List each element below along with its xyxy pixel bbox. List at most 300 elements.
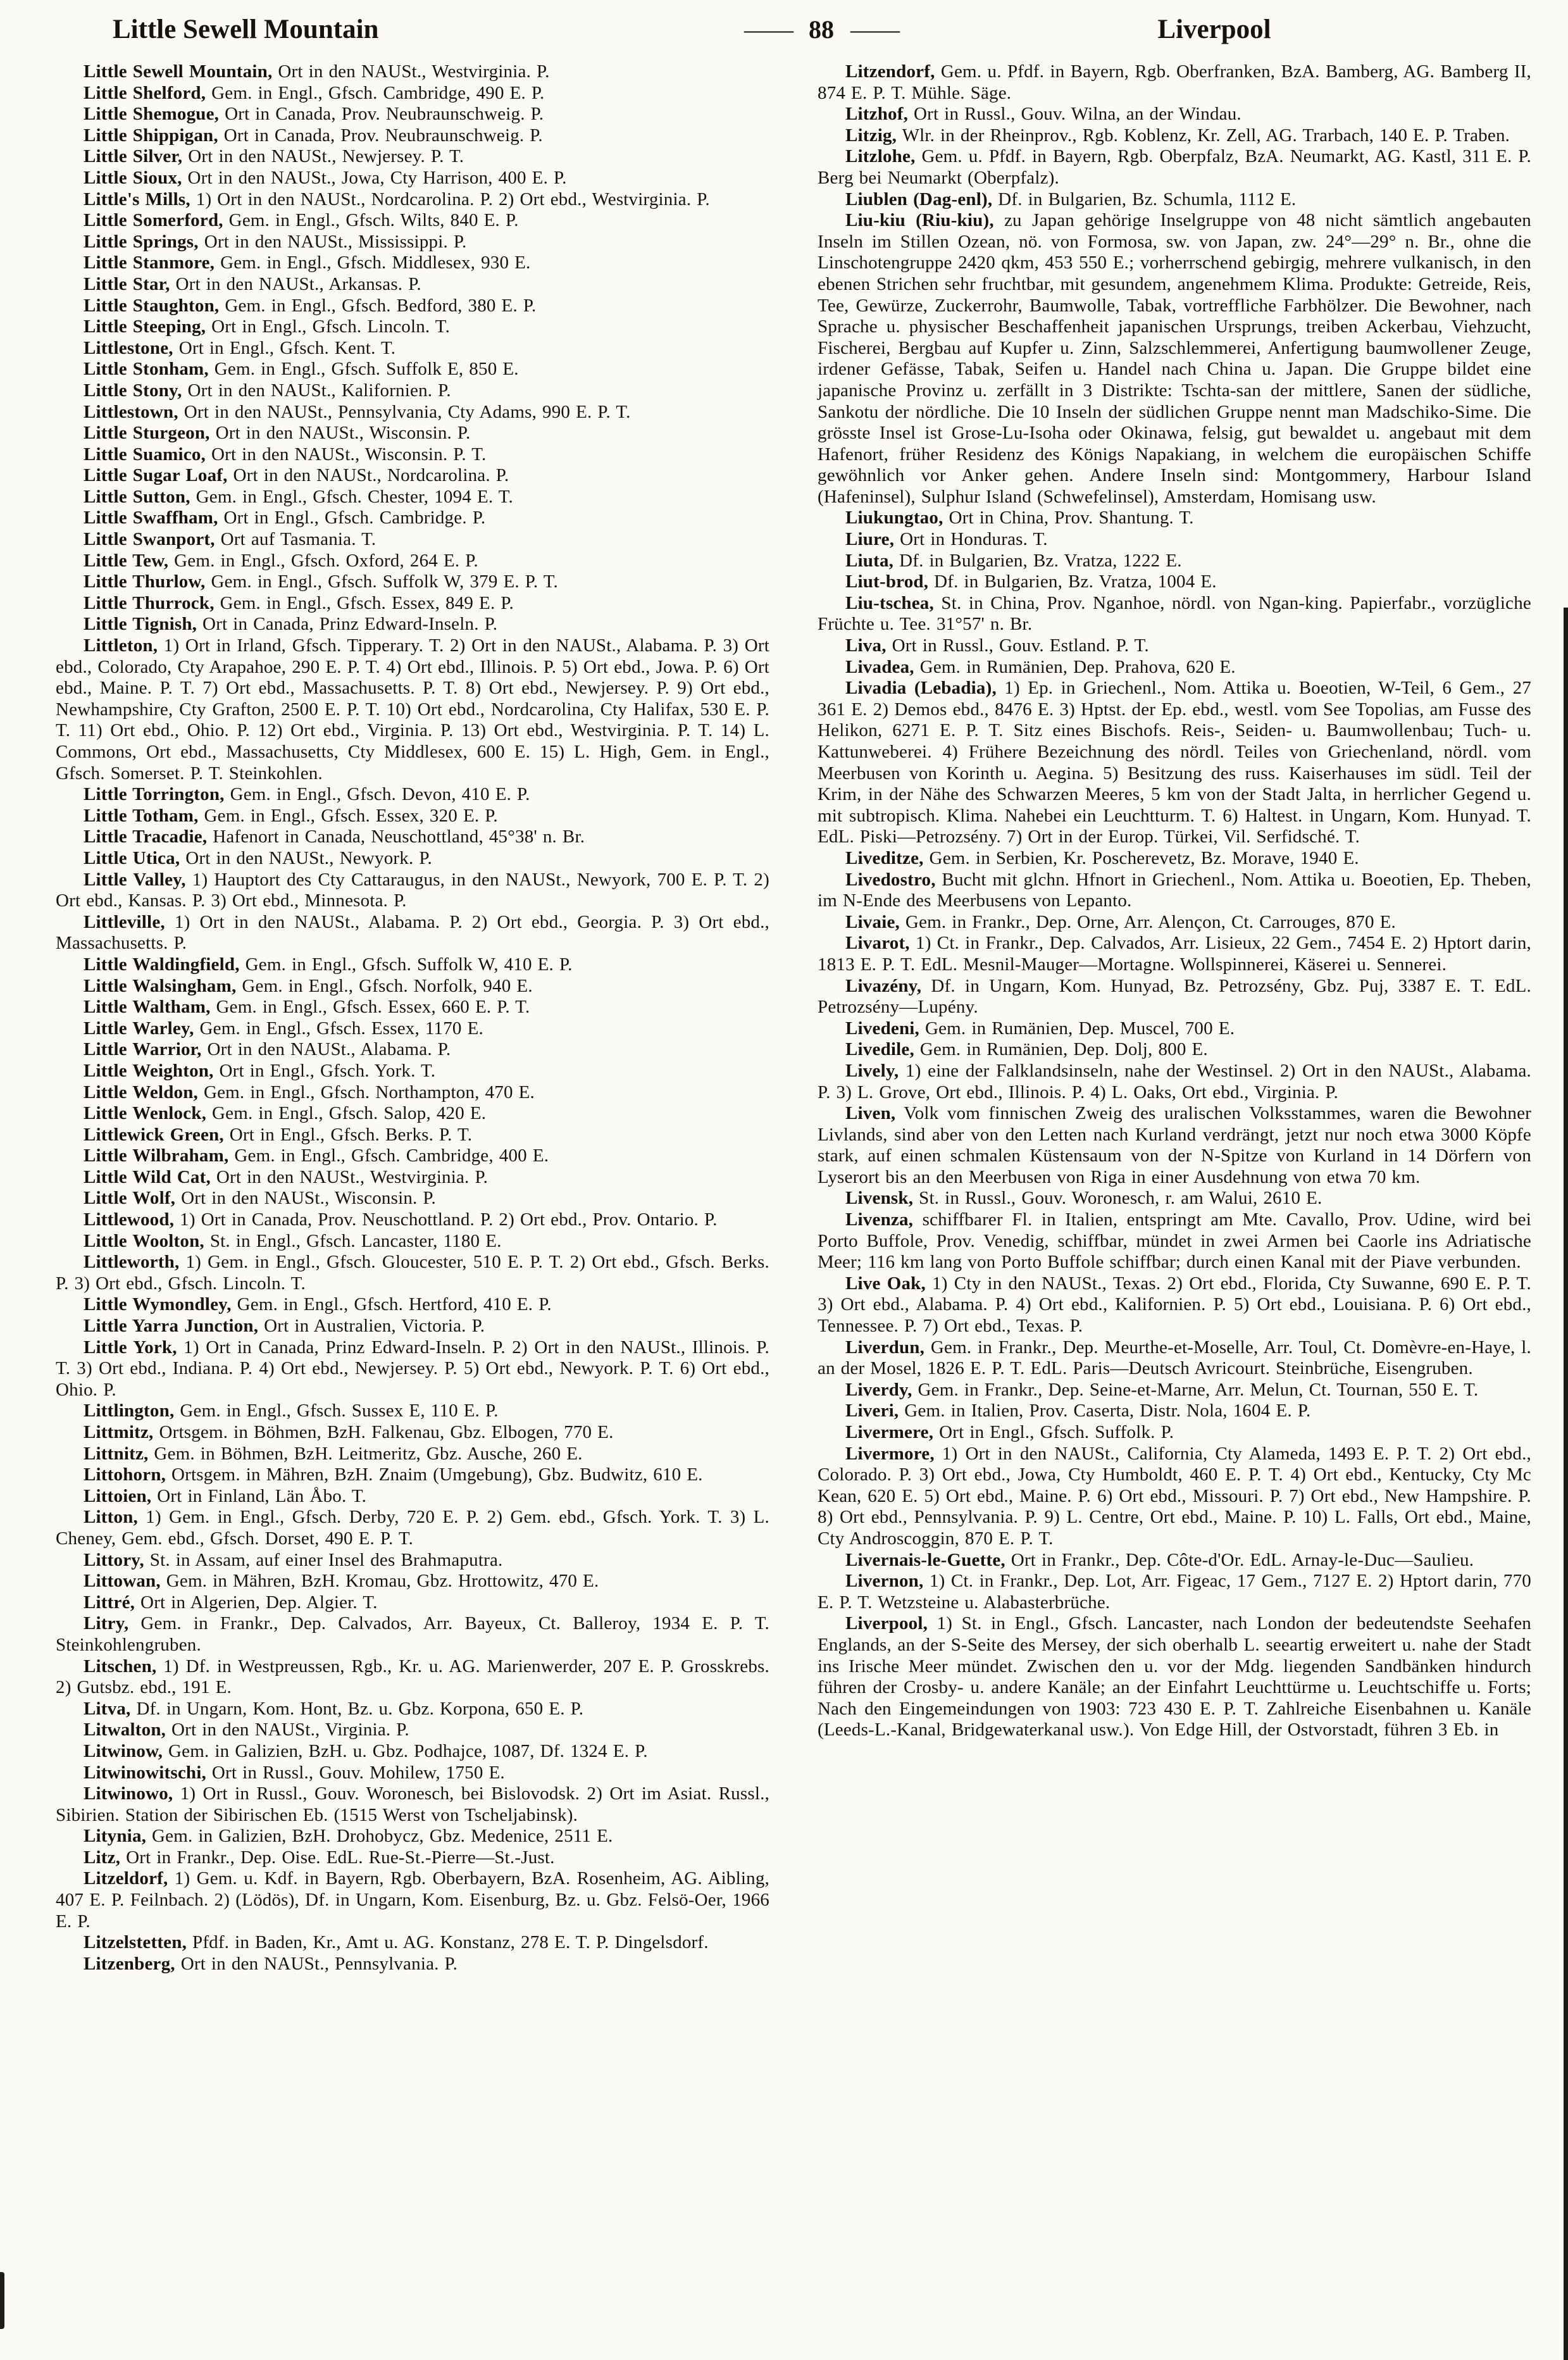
entry-text: Ort in den NAUSt., Mississippi. P.	[198, 231, 467, 252]
entry	[56, 1188, 769, 1209]
entry	[56, 1763, 769, 1784]
entry-text: Hafenort in Canada, Neuschottland, 45°38' n. Br.	[207, 827, 585, 847]
entry-headword: Little Weldon,	[84, 1082, 199, 1102]
entry-headword: Littory,	[84, 1549, 144, 1570]
entry-text: Gem. in Serbien, Kr. Poscherevetz, Bz. Morave, 1940 E.	[923, 847, 1359, 868]
entry-text: Ort in Engl., Gfsch. Cambridge. P.	[218, 508, 486, 528]
entry-text: Gem. in Engl., Gfsch. Suffolk W, 379 E. P. T.	[205, 571, 558, 592]
entry-text: Ort in den NAUSt., Wisconsin. P.	[175, 1188, 436, 1209]
entry-headword: Litzhof,	[845, 104, 909, 125]
entry-headword: Liva,	[845, 635, 887, 656]
entry-headword: Littlewood,	[84, 1209, 175, 1230]
entry	[56, 1018, 769, 1040]
entry-headword: Little Suamico,	[84, 444, 206, 465]
entry-headword: Little Torrington,	[84, 784, 225, 805]
entry-headword: Litwalton,	[84, 1720, 166, 1740]
scan-edge-artifact	[1564, 608, 1568, 2360]
entry-text: Ortsgem. in Böhmen, BzH. Falkenau, Gbz. Elbogen, 770 E.	[153, 1422, 614, 1442]
entry	[56, 635, 769, 784]
entry-headword: Litz,	[84, 1847, 121, 1868]
entry-headword: Liure,	[845, 529, 895, 550]
entry-text: Gem. in Engl., Gfsch. Essex, 1170 E.	[194, 1018, 483, 1039]
entry-text: 1) Cty in den NAUSt., Texas. 2) Ort ebd., Florida, Cty Suwanne, 690 E. P. T. 3) Ort ebd., Alabama. P. 4) Ort ebd., Kalifornien. P. 5) Ort ebd., Louisiana. P. 6) Ort ebd., Tennessee. P. 7) Ort ebd., Texas. P.	[818, 1273, 1531, 1337]
page-number: 88	[809, 15, 834, 44]
entry-headword: Little Tew,	[84, 550, 169, 571]
entry	[56, 1146, 769, 1167]
entry	[818, 210, 1531, 508]
entry-headword: Little Silver,	[84, 146, 183, 167]
entry-text: 1) Ep. in Griechenl., Nom. Attika u. Boeotien, W-Teil, 6 Gem., 27 361 E. 2) Demos ebd., 8476 E. 3) Hptst. der Ep. ebd., westl. vom See Topolias, am Fusse des Helikon, 6271 E. P. T. Sitz eines Bischofs. Reis-, Seiden- u. Baumwollenbau; Tuch- u. Kattunweberei. 4) Frühere Bezeichnung des nördl. Teiles von Griechenland, nördl. vom Meerbusen von Korinth u. Aegina. 5) Besitzung des russ. Kaiserhauses im südl. Teil der Krim, in der Nähe des Schwarzen Meeres, 5 km von der Stadt Jalta, in herrlicher Gegend u. mit subtropisch. Klima. Nahebei ein Leuchtturm. T. 6) Haltest. in Ungarn, Kom. Hunyad. T. EdL. Piski—Petrozsény. 7) Ort in der Europ. Türkei, Vil. Serfidsché. T.	[818, 678, 1531, 847]
entry-text: Ort in den NAUSt., Virginia. P.	[166, 1720, 409, 1740]
entry-text: Gem. in Engl., Gfsch. Middlesex, 930 E.	[215, 253, 531, 273]
entry-text: Df. in Ungarn, Kom. Hunyad, Bz. Petrozsény, Gbz. Puj, 3387 E. T. EdL. Petrozsény—Lupény.	[818, 975, 1531, 1018]
entry	[56, 1550, 769, 1571]
entry	[56, 1783, 769, 1826]
entry-text: Gem. in Frankr., Dep. Meurthe-et-Moselle, Arr. Toul, Ct. Domèvre-en-Haye, l. an der Mosel, 1826 E. P. T. EdL. Paris—Deutsch Avricourt. Steinbrüche, Eisengruben.	[818, 1337, 1531, 1379]
entry-text: 1) eine der Falklandsinseln, nahe der Westinsel. 2) Ort in den NAUSt., Alabama. P. 3) L. Grove, Ort ebd., Illinois. P. 4) L. Oaks, Ort ebd., Virginia. P.	[818, 1060, 1531, 1102]
entry	[56, 423, 769, 444]
entry-text: St. in Russl., Gouv. Woronesch, r. am Walui, 2610 E.	[913, 1188, 1322, 1209]
entry	[56, 232, 769, 253]
entry-text: 1) Gem. u. Kdf. in Bayern, Rgb. Oberbayern, BzA. Rosenheim, AG. Aibling, 407 E. P. Feilnbach. 2) (Lödös), Df. in Ungarn, Kom. Eisenburg, Bz. u. Gbz. Felsö-Oer, 1966 E. P.	[56, 1868, 769, 1932]
entry-headword: Liveri,	[845, 1401, 899, 1421]
entry-headword: Littleworth,	[84, 1252, 180, 1273]
entry-text: Gem. in Frankr., Dep. Orne, Arr. Alençon, Ct. Carrouges, 870 E.	[899, 911, 1396, 932]
entry-text: Ort in China, Prov. Shantung. T.	[943, 508, 1194, 528]
entry-text: Pfdf. in Baden, Kr., Amt u. AG. Konstanz, 278 E. T. P. Dingelsdorf.	[187, 1932, 709, 1953]
entry	[818, 1018, 1531, 1040]
entry-text: Wlr. in der Rheinprov., Rgb. Koblenz, Kr. Zell, AG. Trarbach, 140 E. P. Traben.	[897, 125, 1510, 146]
entry-headword: Little Yarra Junction,	[84, 1316, 259, 1337]
entry	[56, 1039, 769, 1061]
entry	[56, 1422, 769, 1444]
entry-headword: Little Walsingham,	[84, 975, 237, 996]
entry-headword: Litwinowitschi,	[84, 1762, 206, 1783]
entry	[56, 1699, 769, 1720]
entry	[818, 1444, 1531, 1550]
entry	[818, 678, 1531, 848]
entry-headword: Litzeldorf,	[84, 1868, 168, 1889]
entry	[56, 571, 769, 593]
entry-headword: Litzig,	[845, 125, 897, 146]
entry-text: Ort in Frankr., Dep. Oise. EdL. Rue-St.-Pierre—St.-Just.	[120, 1847, 555, 1868]
entry-text: Ortsgem. in Mähren, BzH. Znaim (Umgebung), Gbz. Budwitz, 610 E.	[166, 1464, 703, 1485]
entry	[56, 1294, 769, 1316]
entry	[56, 1571, 769, 1592]
entry-text: Ort in den NAUSt., Jowa, Cty Harrison, 400 E. P.	[182, 167, 567, 188]
entry	[818, 593, 1531, 635]
entry-headword: Livedeni,	[845, 1018, 920, 1039]
entry-text: Df. in Ungarn, Kom. Hont, Bz. u. Gbz. Korpona, 650 E. P.	[130, 1698, 584, 1719]
entry-text: Ort in Frankr., Dep. Côte-d'Or. EdL. Arnay-le-Duc—Saulieu.	[1005, 1549, 1474, 1570]
entry-text: Gem. in Böhmen, BzH. Leitmeritz, Gbz. Ausche, 260 E.	[148, 1443, 583, 1464]
entry	[818, 976, 1531, 1018]
entry	[56, 1061, 769, 1082]
entry-text: Gem. in Frankr., Dep. Seine-et-Marne, Arr. Melun, Ct. Tournan, 550 E. T.	[912, 1379, 1479, 1400]
header-left-title: Little Sewell Mountain	[113, 15, 379, 44]
entry-headword: Little Stanmore,	[84, 253, 215, 273]
entry-text: Ort in den NAUSt., Alabama. P.	[201, 1039, 451, 1060]
entry-text: 1) Ort in den NAUSt., California, Cty Alameda, 1493 E. P. T. 2) Ort ebd., Colorado. P. 3) Ort ebd., Jowa, Cty Humboldt, 460 E. P. T. 4) Ort ebd., Kentucky, Cty Mc Kean, 620 E. 5) Ort ebd., Maine. P. 6) Ort ebd., Missouri. P. 7) Ort ebd., New Hampshire. P. 8) Ort ebd., Pennsylvania. P. 9) L. Centre, Ort ebd., Maine. P. 10) L. Falls, Ort ebd., Maine, Cty Androscoggin, 870 E. P. T.	[818, 1443, 1531, 1549]
entry-text: Gem. in Engl., Gfsch. Essex, 849 E. P.	[214, 592, 514, 613]
entry	[818, 1103, 1531, 1188]
entry-headword: Little York,	[84, 1337, 177, 1358]
entry	[818, 1061, 1531, 1103]
entry	[56, 976, 769, 997]
entry	[818, 125, 1531, 147]
entry-text: Gem. in Engl., Gfsch. Cambridge, 490 E. P.	[206, 82, 545, 103]
entry	[56, 551, 769, 572]
header-middle-zone	[744, 15, 899, 44]
entry-text: zu Japan gehörige Inselgruppe von 48 nicht sämtlich angebauten Inseln im Stillen Ozean, nö. von Formosa, sw. von Japan, zw. 24°—29° n. Br., ohne die Linschotengruppe 2420 qkm, 453 550 E.; vorherrschend gebirgig, mehrere vulkanisch, in den ebenen Strichen sehr fruchtbar, mit gesundem, angenehmem Klima. Produkte: Getreide, Reis, Tee, Gewürze, Zuckerrohr, Baumwolle, Tabak, vortreffliche Farbhölzer. Die Bewohner, nach Sprache u. physischer Beschaffenheit japanischen Ursprungs, treiben Ackerbau, Viehzucht, Fischerei, Bergbau auf Kupfer u. Zinn, Salzschlemmerei, Anfertigung baumwollener Zeuge, irdener Gefässe, Tabak, Seifen u. Handel nach China u. Japan. Die Gruppe bildet eine japanische Provinz u. zerfällt in 3 Distrikte: Tschta-san der mittlere, Sanen der südliche, Sankotu der nördliche. Die 10 Inseln der südlichen Gruppe nennt man Madschiko-Sime. Die grösste Insel ist Grose-Lu-Isoha oder Okinawa, felsig, gut bewaldet u. angebaut mit dem Hafenort, früher Residenz des Königs Napakiang, in welchem die europäischen Schiffe gewöhnlich vor Anker gehen. Andere Inseln sind: Montgommery, Harbour Island (Hafeninsel), Sulphur Island (Schwefelinsel), Amsterdam, Homisang usw.	[818, 210, 1531, 507]
entry-text: Gem. in Frankr., Dep. Calvados, Arr. Bayeux, Ct. Balleroy, 1934 E. P. T. Steinkohlengruben.	[56, 1613, 769, 1655]
entry-headword: Littohorn,	[84, 1464, 166, 1485]
entry-text: Volk vom finnischen Zweig des uralischen Volksstammes, waren die Bewohner Livlands, sind aber von den Letten nach Kurland verdrängt, jetzt nur noch etwa 3000 Köpfe stark, auf einen schmalen Küstensaum von der N-Spitze von Kurland in 14 Dörfern von Lyserort bis an den Meerbusen von Riga in einer Ausdehnung von etwa 70 km.	[818, 1103, 1531, 1187]
entry	[818, 870, 1531, 912]
entry-headword: Livadia (Lebadia),	[845, 678, 997, 699]
entry-text: Ort in Russl., Gouv. Estland. P. T.	[886, 635, 1149, 656]
entry	[818, 1571, 1531, 1613]
entry-text: Ort in Canada, Prov. Neubraunschweig. P.	[218, 125, 543, 146]
entry	[56, 1741, 769, 1763]
entry-text: 1) Gem. in Engl., Gfsch. Gloucester, 510 E. P. T. 2) Ort ebd., Gfsch. Berks. P. 3) Ort ebd., Gfsch. Lincoln. T.	[56, 1252, 769, 1294]
entry-headword: Livaie,	[845, 911, 900, 932]
entry-headword: Litzlohe,	[845, 146, 916, 167]
left-column	[56, 61, 769, 1975]
entry	[56, 338, 769, 359]
entry	[56, 1847, 769, 1869]
entry	[56, 1656, 769, 1699]
scan-mark-artifact	[0, 2272, 4, 2329]
entry	[56, 954, 769, 976]
entry-text: Ort in den NAUSt., Kalifornien. P.	[182, 380, 451, 401]
entry	[56, 104, 769, 125]
entry-headword: Little Shelford,	[84, 82, 206, 103]
entry	[56, 487, 769, 508]
entry	[56, 125, 769, 147]
text-columns	[0, 58, 1568, 1975]
entry	[56, 210, 769, 232]
entry-text: Gem. in Galizien, BzH. Drohobycz, Gbz. Medenice, 2511 E.	[146, 1826, 613, 1847]
entry-text: 1) Ort in Irland, Gfsch. Tipperary. T. 2) Ort in den NAUSt., Alabama. P. 3) Ort ebd., Colorado, Cty Arapahoe, 290 E. P. T. 4) Ort ebd., Illinois. P. 5) Ort ebd., Jowa. P. 6) Ort ebd., Maine. P. T. 7) Ort ebd., Massachusetts. P. T. 8) Ort ebd., Newjersey. P. 9) Ort ebd., Newhampshire, Cty Grafton, 2500 E. P. T. 10) Ort ebd., Nordcarolina, Cty Halifax, 530 E. P. T. 11) Ort ebd., Ohio. P. 12) Ort ebd., Virginia. P. 13) Ort ebd., Westvirginia. P. T. 14) L. Commons, Ort ebd., Massachusetts, Cty Middlesex, 600 E. 15) L. High, Gem. in Engl., Gfsch. Somerset. P. T. Steinkohlen.	[56, 635, 769, 784]
entry	[818, 657, 1531, 678]
entry	[818, 848, 1531, 870]
entry-headword: Livedile,	[845, 1039, 914, 1060]
entry	[56, 1103, 769, 1125]
entry-headword: Live Oak,	[845, 1273, 926, 1294]
entry-text: Gem. in Engl., Gfsch. Essex, 320 E. P.	[198, 805, 498, 826]
entry	[56, 146, 769, 168]
entry-text: 1) Ct. in Frankr., Dep. Lot, Arr. Figeac, 17 Gem., 7127 E. 2) Hptort darin, 770 E. P. T. Wetzsteine u. Alabasterbrüche.	[818, 1571, 1531, 1613]
entry	[56, 1507, 769, 1549]
entry-headword: Littowan,	[84, 1571, 161, 1592]
entry-headword: Little Sewell Mountain,	[84, 61, 273, 82]
header-dash-right: ——	[850, 15, 899, 44]
entry-text: Ort in Engl., Gfsch. Berks. P. T.	[223, 1124, 473, 1145]
entry	[56, 1316, 769, 1337]
entry-headword: Liverdy,	[845, 1379, 912, 1400]
entry-text: Ort in Engl., Gfsch. Suffolk. P.	[933, 1422, 1174, 1442]
entry	[56, 593, 769, 615]
entry-text: Df. in Bulgarien, Bz. Vratza, 1222 E.	[893, 550, 1182, 571]
entry-headword: Little Totham,	[84, 805, 199, 826]
entry-headword: Litschen,	[84, 1656, 157, 1676]
entry	[818, 1613, 1531, 1741]
entry-headword: Livadea,	[845, 656, 914, 677]
entry-text: Gem. u. Pfdf. in Bayern, Rgb. Oberpfalz, BzA. Neumarkt, AG. Kastl, 311 E. P. Berg bei Neumarkt (Oberpfalz).	[818, 146, 1531, 188]
entry-headword: Livenza,	[845, 1209, 914, 1230]
entry-headword: Litwinow,	[84, 1740, 163, 1761]
entry-headword: Little Sturgeon,	[84, 423, 210, 444]
entry-text: 1) Ort in Russl., Gouv. Woronesch, bei Bislovodsk. 2) Ort im Asiat. Russl., Sibirien. Station der Sibirischen Eb. (1515 Werst von Tscheljabinsk).	[56, 1783, 769, 1825]
entry-headword: Livedostro,	[845, 869, 936, 890]
entry-text: Ort in den NAUSt., Newjersey. P. T.	[182, 146, 464, 167]
entry-headword: Liverpool,	[845, 1613, 928, 1634]
entry	[56, 1826, 769, 1847]
header-right-title: Liverpool	[1157, 15, 1271, 44]
entry-text: Ort in den NAUSt., Pennsylvania. P.	[175, 1953, 458, 1974]
entry	[56, 465, 769, 487]
entry-headword: Little Wild Cat,	[84, 1166, 211, 1187]
entry-headword: Little Star,	[84, 273, 170, 294]
entry-headword: Litzelstetten,	[84, 1932, 187, 1953]
entry-text: Gem. in Engl., Gfsch. Suffolk E, 850 E.	[208, 359, 519, 380]
entry	[56, 1337, 769, 1401]
entry	[818, 635, 1531, 657]
entry	[56, 806, 769, 827]
entry	[56, 168, 769, 189]
entry-text: Gem. u. Pfdf. in Bayern, Rgb. Oberfranken, BzA. Bamberg, AG. Bamberg II, 874 E. P. T. Mühle. Säge.	[818, 61, 1531, 103]
entry	[818, 1380, 1531, 1401]
entry	[56, 1231, 769, 1252]
entry	[56, 1592, 769, 1614]
entry-headword: Little Woolton,	[84, 1230, 204, 1251]
entry	[56, 508, 769, 529]
entry-text: Ort in den NAUSt., Westvirginia. P.	[272, 61, 550, 82]
entry-text: Ort in den NAUSt., Newyork. P.	[180, 847, 432, 868]
entry-headword: Littlestone,	[84, 337, 173, 358]
entry-text: St. in Engl., Gfsch. Lancaster, 1180 E.	[204, 1230, 502, 1251]
entry-headword: Litzenberg,	[84, 1953, 175, 1974]
entry-headword: Livensk,	[845, 1188, 914, 1209]
entry	[818, 1550, 1531, 1571]
entry-text: Ort in den NAUSt., Westvirginia. P.	[210, 1166, 488, 1187]
entry-text: Ort in Engl., Gfsch. Lincoln. T.	[206, 316, 451, 337]
entry-headword: Littmitz,	[84, 1422, 154, 1442]
entry-headword: Little Thurrock,	[84, 592, 215, 613]
entry-headword: Littoien,	[84, 1485, 152, 1506]
entry-text: St. in China, Prov. Nganhoe, nördl. von Ngan-king. Papierfabr., vorzügliche Früchte u. Tee. 31°57' n. Br.	[818, 592, 1531, 635]
entry-text: Ort in Algerien, Dep. Algier. T.	[135, 1592, 378, 1613]
entry-headword: Little Tracadie,	[84, 827, 208, 847]
entry-headword: Little Shemogue,	[84, 104, 220, 125]
entry	[56, 1613, 769, 1656]
entry	[56, 402, 769, 423]
entry	[56, 316, 769, 338]
entry-headword: Little Warrior,	[84, 1039, 202, 1060]
entry-text: Ort in Canada, Prov. Neubraunschweig. P.	[219, 104, 544, 125]
entry	[818, 1273, 1531, 1337]
entry-headword: Livernais-le-Guette,	[845, 1549, 1005, 1570]
entry	[56, 189, 769, 211]
entry-text: 1) Gem. in Engl., Gfsch. Derby, 720 E. P. 2) Gem. ebd., Gfsch. York. T. 3) L. Cheney, Gem. ebd., Gfsch. Dorset, 490 E. P. T.	[56, 1507, 769, 1549]
entry-text: 1) Ort in Canada, Prinz Edward-Inseln. P. 2) Ort in den NAUSt., Illinois. P. T. 3) Ort ebd., Indiana. P. 4) Ort ebd., Newjersey. P. 5) Ort ebd., Newyork. P. T. 6) Ort ebd., Ohio. P.	[56, 1337, 770, 1400]
entry	[56, 1252, 769, 1294]
entry	[56, 1486, 769, 1508]
entry	[818, 1401, 1531, 1422]
entry-headword: Livarot,	[845, 933, 910, 954]
entry-text: Ort in Finland, Län Åbo. T.	[151, 1485, 367, 1506]
entry-text: Gem. in Engl., Gfsch. Sussex E, 110 E. P.	[174, 1401, 499, 1421]
entry-text: Gem. in Engl., Gfsch. Wilts, 840 E. P.	[223, 210, 519, 231]
entry-text: Gem. in Rumänien, Dep. Muscel, 700 E.	[919, 1018, 1235, 1039]
entry-headword: Little Staughton,	[84, 295, 220, 316]
entry	[818, 1188, 1531, 1209]
entry-headword: Little Waltham,	[84, 997, 211, 1018]
entry	[56, 380, 769, 402]
entry	[56, 848, 769, 870]
entry	[56, 870, 769, 912]
entry-headword: Little Thurlow,	[84, 571, 206, 592]
entry	[818, 1209, 1531, 1273]
entry	[56, 1868, 769, 1932]
entry	[818, 146, 1531, 189]
entry-headword: Liublen (Dag-enl),	[845, 189, 993, 209]
entry-text: 1) Ct. in Frankr., Dep. Calvados, Arr. Lisieux, 22 Gem., 7454 E. 2) Hptort darin, 1813 E. P. T. EdL. Mesnil-Mauger—Mortagne. Wollspinnerei, Käserei u. Sennerei.	[818, 933, 1531, 975]
entry-text: 1) Ort in den NAUSt., Nordcarolina. P. 2) Ort ebd., Westvirginia. P.	[190, 189, 710, 209]
entry-text: Ort in Honduras. T.	[894, 529, 1048, 550]
entry	[56, 253, 769, 274]
entry-headword: Little Stonham,	[84, 359, 209, 380]
entry-headword: Liu-kiu (Riu-kiu),	[845, 210, 994, 231]
entry-headword: Litry,	[84, 1613, 129, 1634]
entry	[56, 1401, 769, 1422]
entry-text: Ort auf Tasmania. T.	[215, 529, 376, 550]
entry-headword: Liut-brod,	[845, 571, 929, 592]
entry-text: Gem. in Galizien, BzH. u. Gbz. Podhajce, 1087, Df. 1324 E. P.	[163, 1740, 648, 1761]
entry	[818, 61, 1531, 104]
entry-headword: Liu-tschea,	[845, 592, 934, 613]
entry-headword: Livernon,	[845, 1571, 924, 1592]
entry-headword: Littnitz,	[84, 1443, 149, 1464]
entry-text: 1) Df. in Westpreussen, Rgb., Kr. u. AG. Marienwerder, 207 E. P. Grosskrebs. 2) Gutsbz. ebd., 191 E.	[56, 1656, 769, 1698]
entry-headword: Litton,	[84, 1507, 138, 1528]
entry	[818, 508, 1531, 529]
entry	[56, 359, 769, 380]
entry-headword: Little Shippigan,	[84, 125, 218, 146]
entry-text: Gem. in Rumänien, Dep. Dolj, 800 E.	[914, 1039, 1208, 1060]
entry-headword: Little Weighton,	[84, 1060, 214, 1081]
entry-text: Gem. in Engl., Gfsch. Norfolk, 940 E.	[236, 975, 533, 996]
right-column	[818, 61, 1531, 1975]
entry-headword: Little Tignish,	[84, 614, 197, 635]
entry-headword: Little Sioux,	[84, 167, 182, 188]
entry	[56, 61, 769, 83]
entry-headword: Litzendorf,	[845, 61, 935, 82]
entry	[818, 933, 1531, 975]
entry-text: 1) Ort in den NAUSt., Alabama. P. 2) Ort ebd., Georgia. P. 3) Ort ebd., Massachusetts. P.	[56, 911, 769, 954]
entry-headword: Littlington,	[84, 1401, 175, 1421]
entry-text: Gem. in Engl., Gfsch. Northampton, 470 E.	[198, 1082, 535, 1102]
entry	[56, 784, 769, 806]
entry-headword: Little Sutton,	[84, 486, 190, 507]
entry-text: Ort in den NAUSt., Arkansas. P.	[170, 273, 421, 294]
entry-text: Gem. in Engl., Gfsch. Salop, 420 E.	[206, 1103, 487, 1124]
entry-text: Gem. in Engl., Gfsch. Hertford, 410 E. P.	[231, 1294, 552, 1315]
entry	[56, 444, 769, 466]
entry-headword: Little Valley,	[84, 869, 186, 890]
entry-headword: Littlestown,	[84, 401, 178, 422]
entry	[56, 274, 769, 296]
entry	[56, 1125, 769, 1146]
entry	[56, 1464, 769, 1486]
entry-headword: Livermore,	[845, 1443, 935, 1464]
entry	[56, 1954, 769, 1975]
entry-headword: Litynia,	[84, 1826, 147, 1847]
entry-text: 1) Hauptort des Cty Cattaraugus, in den NAUSt., Newyork, 700 E. P. T. 2) Ort ebd., Kansas. P. 3) Ort ebd., Minnesota. P.	[56, 869, 769, 911]
entry-text: Ort in den NAUSt., Pennsylvania, Cty Adams, 990 E. P. T.	[178, 401, 631, 422]
entry-headword: Little Swanport,	[84, 529, 215, 550]
entry-text: Gem. in Engl., Gfsch. Suffolk W, 410 E. P.	[239, 954, 573, 975]
entry-text: Ort in den NAUSt., Wisconsin. P.	[209, 423, 471, 444]
entry-text: Ort in den NAUSt., Nordcarolina. P.	[227, 465, 509, 486]
entry-headword: Little Somerford,	[84, 210, 223, 231]
entry-headword: Littleton,	[84, 635, 158, 656]
entry-text: Ort in Engl., Gfsch. York. T.	[213, 1060, 436, 1081]
entry-headword: Liuta,	[845, 550, 894, 571]
entry	[818, 529, 1531, 551]
entry	[56, 1444, 769, 1465]
entry-headword: Little Sugar Loaf,	[84, 465, 228, 486]
entry	[818, 1039, 1531, 1061]
entry-headword: Litva,	[84, 1698, 131, 1719]
entry-headword: Litwinowo,	[84, 1783, 173, 1804]
entry	[56, 827, 769, 848]
entry-headword: Littré,	[84, 1592, 135, 1613]
entry-headword: Little Swaffham,	[84, 508, 218, 528]
entry-text: Gem. in Rumänien, Dep. Prahova, 620 E.	[914, 656, 1236, 677]
entry-headword: Liukungtao,	[845, 508, 943, 528]
entry-text: Gem. in Engl., Gfsch. Cambridge, 400 E.	[228, 1146, 549, 1166]
entry	[56, 83, 769, 104]
entry-text: Gem. in Italien, Prov. Caserta, Distr. Nola, 1604 E. P.	[899, 1401, 1311, 1421]
entry-headword: Little Stony,	[84, 380, 182, 401]
header-dash-left: ——	[744, 15, 792, 44]
header-left-zone	[57, 14, 744, 45]
entry-headword: Little Wilbraham,	[84, 1146, 229, 1166]
header-right-zone	[899, 14, 1530, 45]
entry-headword: Little Utica,	[84, 847, 180, 868]
entry-headword: Liveditze,	[845, 847, 924, 868]
entry	[56, 529, 769, 551]
entry-headword: Little Waldingfield,	[84, 954, 240, 975]
entry-headword: Little Warley,	[84, 1018, 194, 1039]
entry-text: Ort in Russl., Gouv. Wilna, an der Windau.	[908, 104, 1241, 125]
entry-text: Df. in Bulgarien, Bz. Vratza, 1004 E.	[928, 571, 1217, 592]
entry-headword: Liverdun,	[845, 1337, 925, 1358]
entry-headword: Littleville,	[84, 911, 165, 932]
entry	[56, 1167, 769, 1189]
entry-headword: Little's Mills,	[84, 189, 190, 209]
entry-text: Gem. in Engl., Gfsch. Essex, 660 E. P. T.	[210, 997, 530, 1018]
entry	[818, 571, 1531, 593]
entry-text: Ort in Russl., Gouv. Mohilew, 1750 E.	[206, 1762, 505, 1783]
entry-headword: Livazény,	[845, 975, 922, 996]
entry-headword: Little Wolf,	[84, 1188, 176, 1209]
entry	[818, 551, 1531, 572]
page-header	[0, 9, 1568, 58]
entry-headword: Little Wenlock,	[84, 1103, 207, 1124]
